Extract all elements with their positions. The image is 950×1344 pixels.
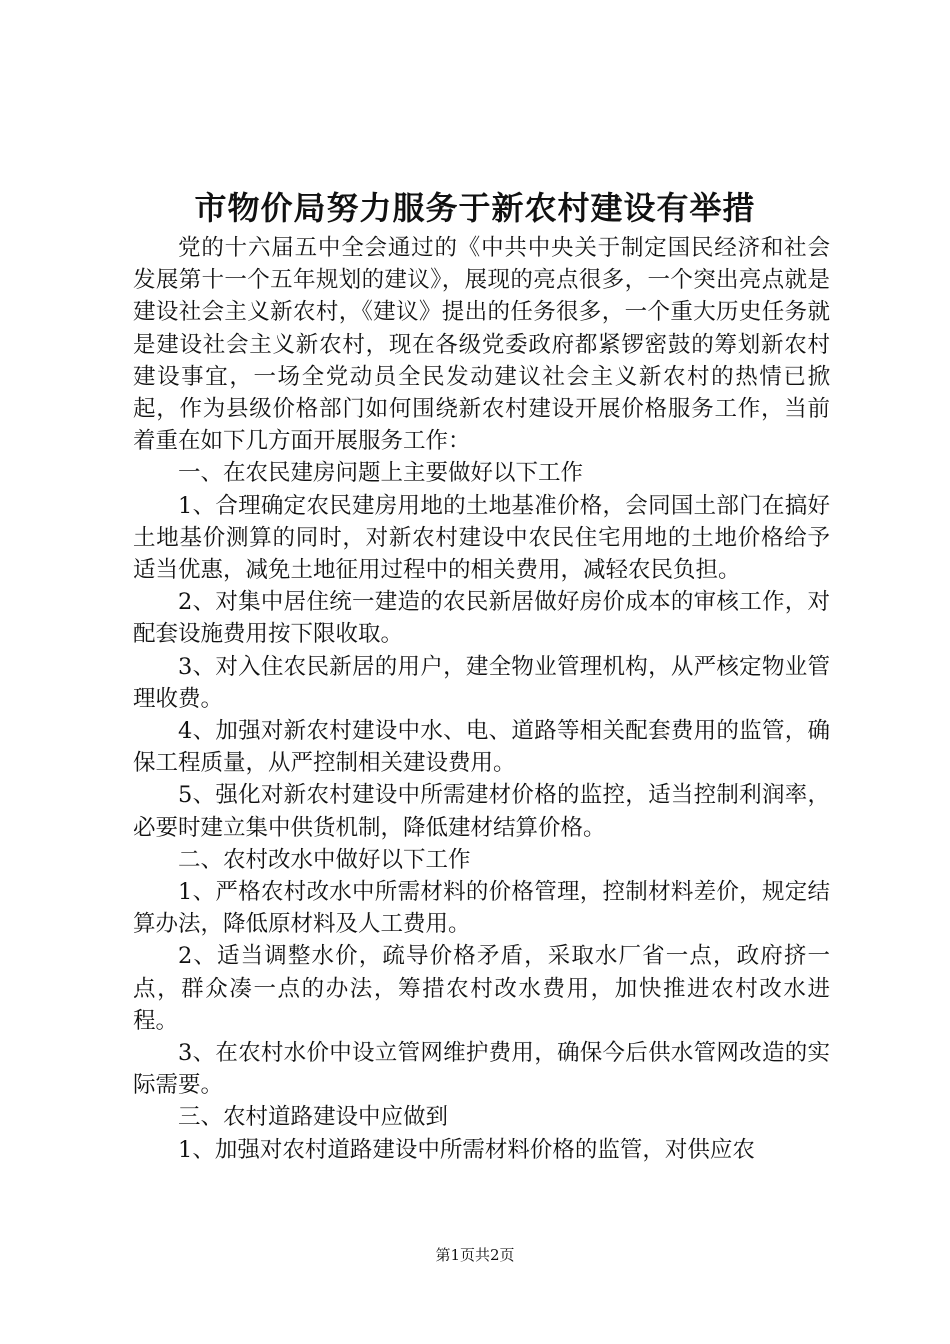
page-number: 第1页 bbox=[435, 1246, 475, 1264]
paragraph-1-3: 3、对入住农民新居的用户，建全物业管理机构，从严核定物业管理收费。 bbox=[133, 653, 830, 712]
paragraph-1-2: 2、对集中居住统一建造的农民新居做好房价成本的审核工作，对配套设施费用按下限收取。 bbox=[133, 589, 830, 648]
paragraph-intro: 党的十六届五中全会通过的《中共中央关于制定国民经济和社会发展第十一个五年规划的建议》，展现的亮点很多，一个突出亮点就是建设社会主义新农村，《建议》提出的任务很多，一个重大历史任务就是建设社会主义新农村，现在各级党委政府都紧锣密鼓的筹划新农村建设事宜，一场全党动员全民发动建议社会主义新农村的热情已掀起，作为县级价格部门如何围绕新农村建设开展价格服务工作，当前着重在如下几方面开展服务工作： bbox=[133, 235, 830, 455]
section-heading-2: 二、农村改水中做好以下工作 bbox=[178, 846, 471, 873]
section-heading-1: 一、在农民建房问题上主要做好以下工作 bbox=[178, 460, 584, 487]
paragraph-1-4: 4、加强对新农村建设中水、电、道路等相关配套费用的监管，确保工程质量，从严控制相关建设费用。 bbox=[133, 718, 830, 777]
paragraph-2-1: 1、严格农村改水中所需材料的价格管理，控制材料差价，规定结算办法，降低原材料及人工费用。 bbox=[133, 879, 830, 938]
paragraph-2-2: 2、适当调整水价，疏导价格矛盾，采取水厂省一点，政府挤一点，群众凑一点的办法，筹措农村改水费用，加快推进农村改水进程。 bbox=[133, 943, 830, 1034]
page-footer bbox=[0, 1245, 950, 1265]
paragraph-1-5: 5、强化对新农村建设中所需建材价格的监控，适当控制利润率，必要时建立集中供货机制，降低建材结算价格。 bbox=[133, 782, 830, 841]
section-heading-3: 三、农村道路建设中应做到 bbox=[178, 1104, 449, 1131]
document-title: 市物价局努力服务于新农村建设有举措 bbox=[194, 189, 756, 227]
document-body bbox=[133, 232, 830, 1166]
page-total: 共2页 bbox=[475, 1246, 515, 1264]
paragraph-2-3: 3、在农村水价中设立管网维护费用，确保今后供水管网改造的实际需要。 bbox=[133, 1040, 830, 1099]
paragraph-1-1: 1、合理确定农民建房用地的土地基准价格，会同国土部门在搞好土地基价测算的同时，对新农村建设中农民住宅用地的土地价格给予适当优惠，减免土地征用过程中的相关费用，减轻农民负担。 bbox=[133, 492, 830, 584]
paragraph-3-1: 1、加强对农村道路建设中所需材料价格的监管，对供应农 bbox=[178, 1136, 755, 1163]
